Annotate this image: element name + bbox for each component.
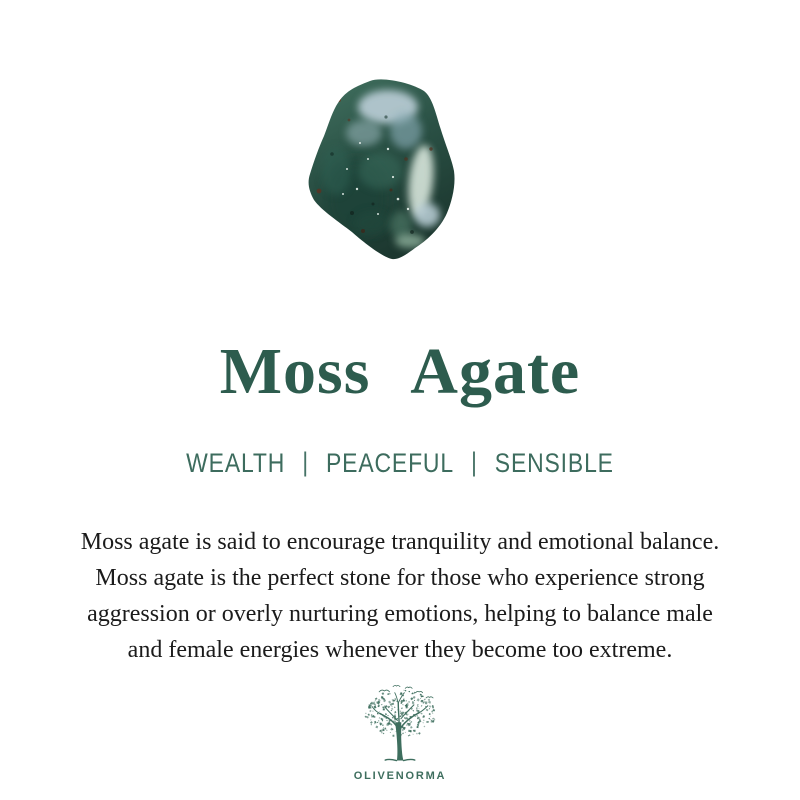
description-line: Moss agate is the perfect stone for those who experience strong xyxy=(95,565,705,591)
keyword-sensible: SENSIBLE xyxy=(494,448,614,478)
description xyxy=(0,524,800,668)
tree-birds xyxy=(379,686,433,698)
moss-agate-stone-image xyxy=(302,73,462,261)
keyword-list xyxy=(60,447,740,478)
keyword-separator: | xyxy=(302,447,310,477)
keyword-peaceful: PEACEFUL xyxy=(326,448,454,478)
description-line: Moss agate is said to encourage tranquility and emotional balance. xyxy=(80,529,720,555)
description-line: and female energies whenever they become too extreme. xyxy=(127,637,673,663)
brand-name: OLIVENORMA xyxy=(353,770,447,782)
keyword-wealth: WEALTH xyxy=(186,448,286,478)
brand-logo xyxy=(0,684,800,782)
page-title: Moss Agate xyxy=(219,335,581,408)
olive-tree-icon xyxy=(358,684,442,764)
keyword-separator: | xyxy=(470,447,478,477)
description-line: aggression or overly nurturing emotions, helping to balance male xyxy=(87,601,713,627)
stone-image-wrap xyxy=(0,73,800,261)
